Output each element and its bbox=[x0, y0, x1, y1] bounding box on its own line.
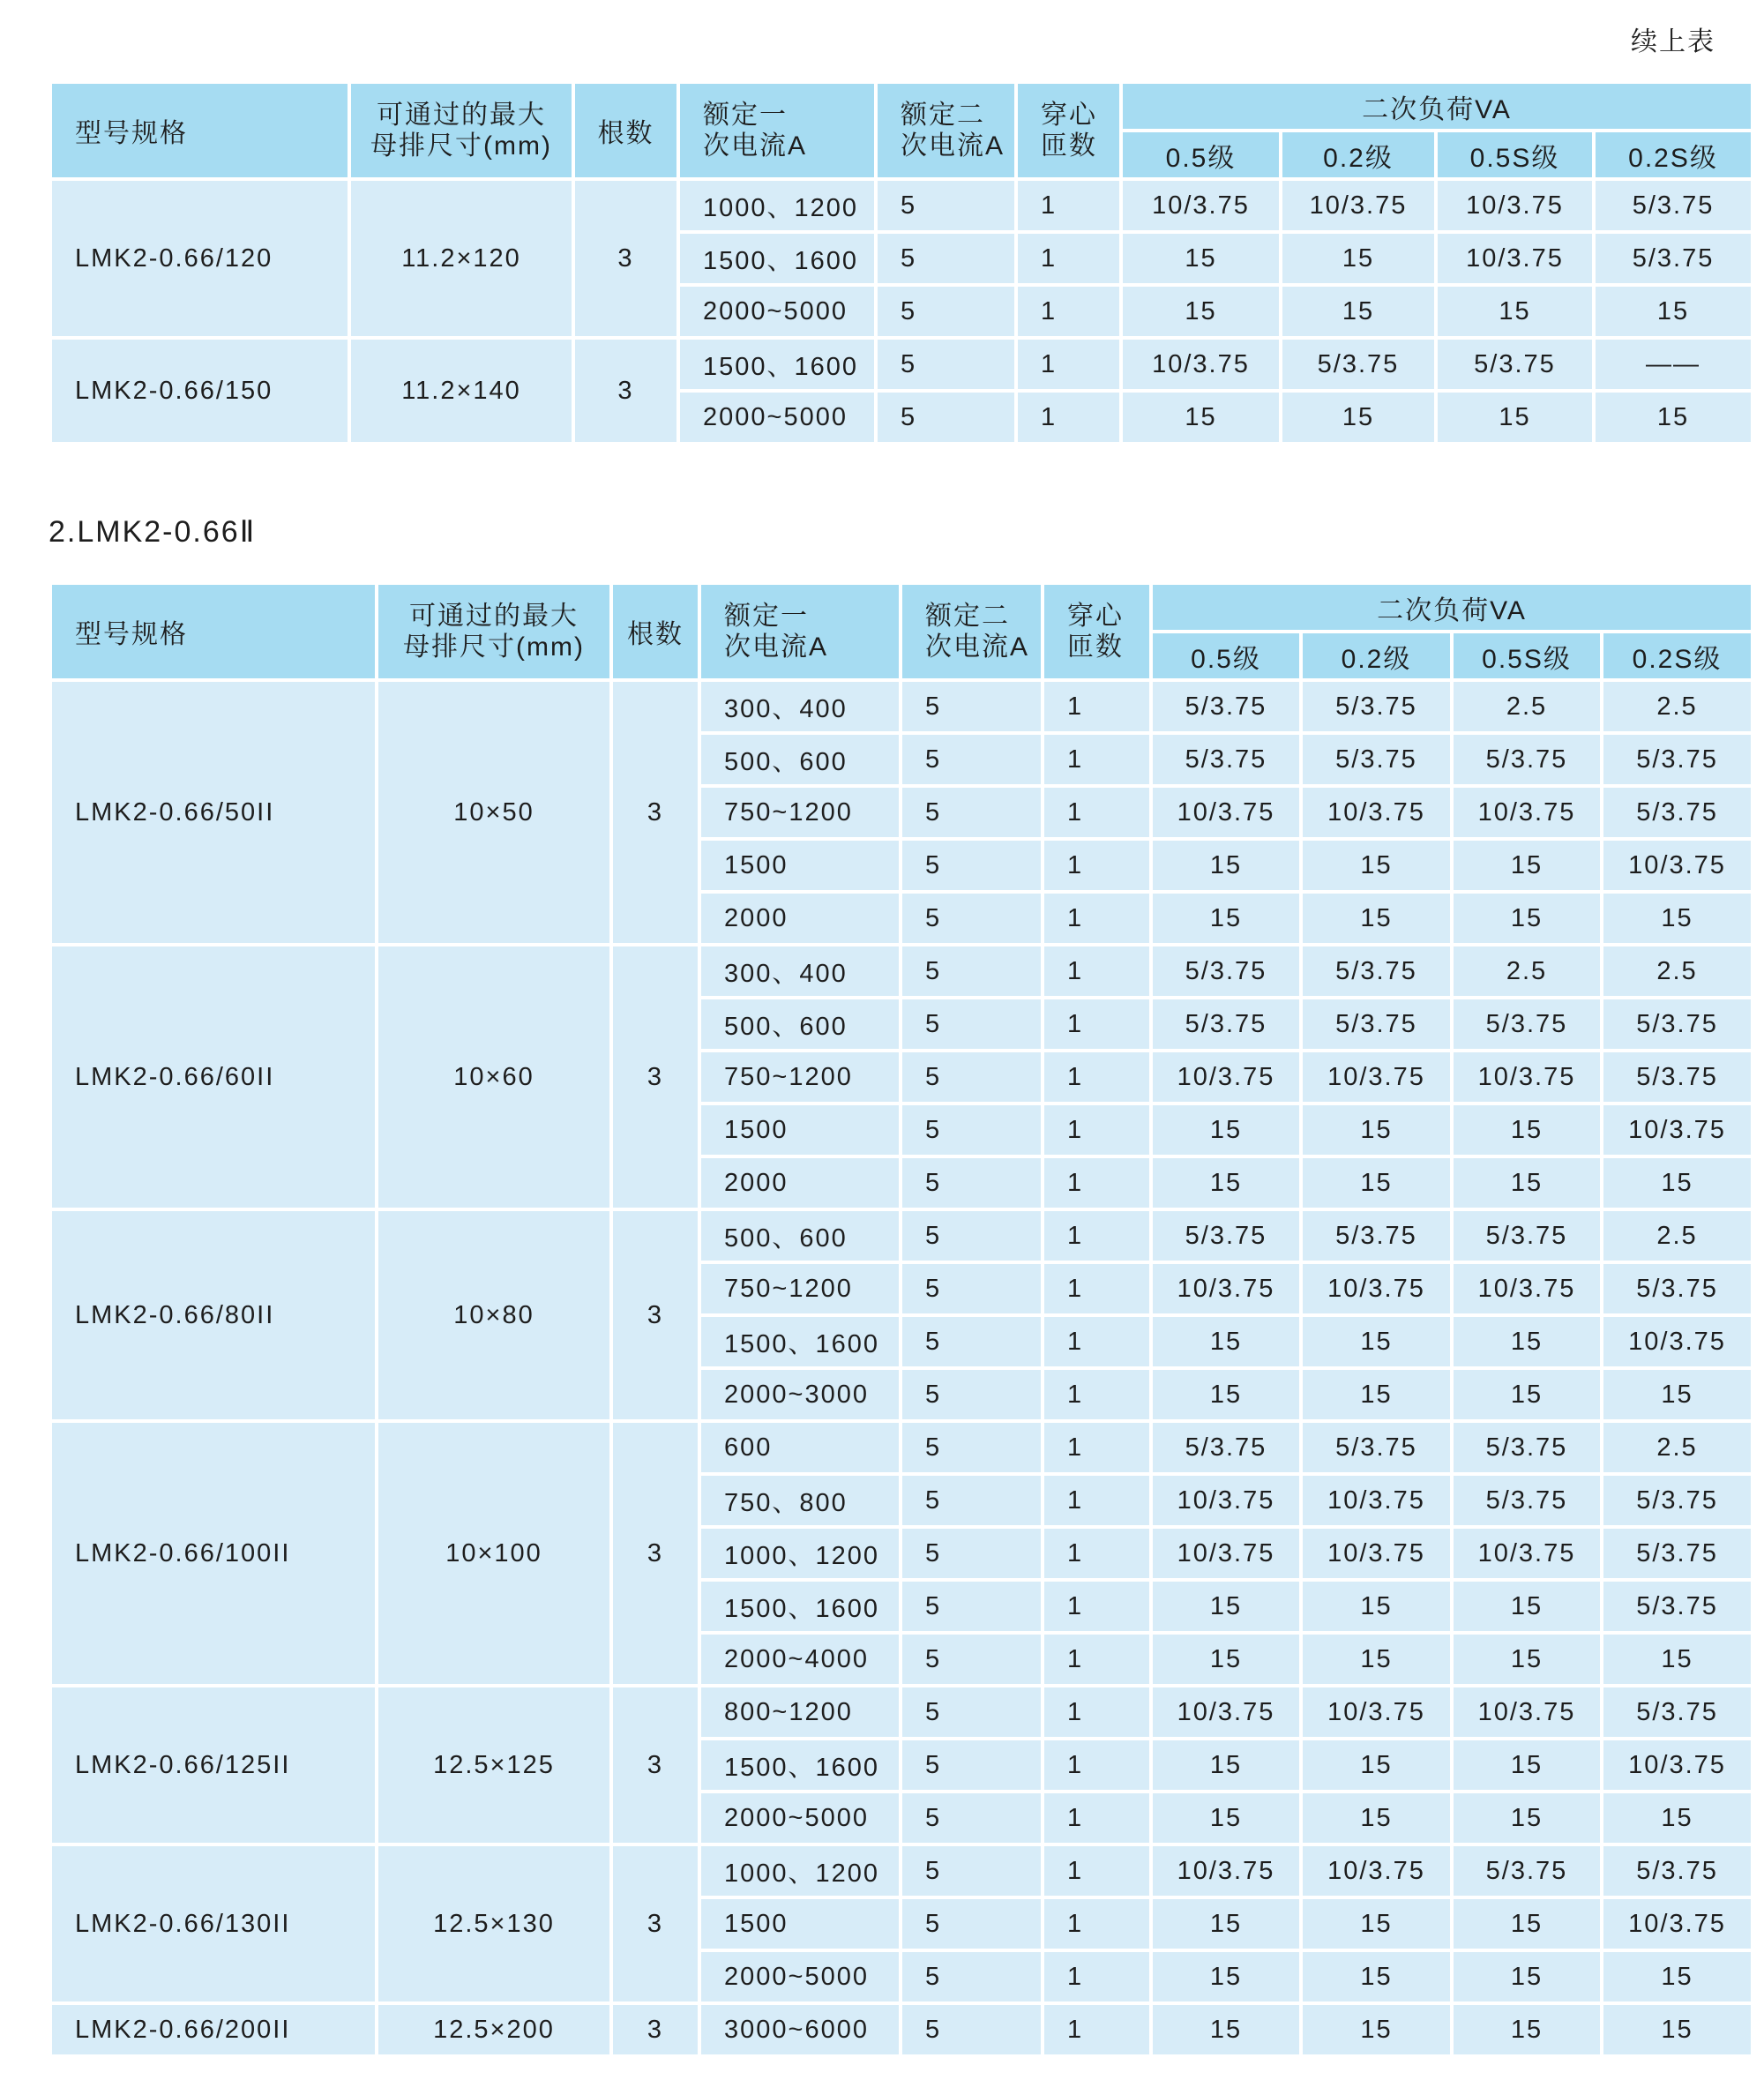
table-row bbox=[52, 1687, 1751, 1737]
load-cell: 10/3.75 bbox=[1454, 788, 1600, 837]
col-header-turns-line1: 穿心 bbox=[1067, 601, 1124, 631]
load-cell: 5/3.75 bbox=[1153, 999, 1299, 1049]
secondary-current-cell: 5 bbox=[902, 788, 1041, 837]
secondary-current-cell: 5 bbox=[878, 340, 1014, 389]
load-cell: 10/3.75 bbox=[1153, 1846, 1299, 1896]
col-header-model: 型号规格 bbox=[52, 585, 375, 678]
load-cell: 15 bbox=[1303, 1158, 1450, 1208]
turns-cell: 1 bbox=[1044, 1952, 1149, 2001]
primary-current-cell: 2000~5000 bbox=[680, 393, 874, 442]
load-cell: 10/3.75 bbox=[1153, 788, 1299, 837]
load-cell: 10/3.75 bbox=[1303, 1476, 1450, 1525]
turns-cell: 1 bbox=[1044, 1423, 1149, 1472]
bars-cell: 3 bbox=[613, 1846, 698, 2001]
busbar-cell: 11.2×120 bbox=[351, 181, 572, 336]
load-cell: 5/3.75 bbox=[1454, 1423, 1600, 1472]
load-cell: 15 bbox=[1454, 1370, 1600, 1419]
load-cell: 10/3.75 bbox=[1454, 1052, 1600, 1102]
turns-cell: 1 bbox=[1044, 1052, 1149, 1102]
col-header-primary-line2: 次电流A bbox=[724, 632, 829, 662]
secondary-current-cell: 5 bbox=[902, 735, 1041, 784]
load-cell: 10/3.75 bbox=[1153, 1052, 1299, 1102]
load-cell: 5/3.75 bbox=[1153, 946, 1299, 996]
load-cell: 2.5 bbox=[1603, 946, 1751, 996]
model-cell: LMK2-0.66/125II bbox=[52, 1687, 375, 1843]
primary-current-cell: 1500 bbox=[701, 1899, 899, 1949]
load-cell: 15 bbox=[1596, 287, 1751, 336]
primary-current-cell: 800~1200 bbox=[701, 1687, 899, 1737]
load-cell: 15 bbox=[1603, 1952, 1751, 2001]
load-cell: 15 bbox=[1303, 2005, 1450, 2054]
primary-current-cell: 1500 bbox=[701, 841, 899, 890]
load-cell: 15 bbox=[1454, 894, 1600, 943]
load-cell: 15 bbox=[1153, 1582, 1299, 1631]
load-cell: 15 bbox=[1303, 1952, 1450, 2001]
model-cell: LMK2-0.66/120 bbox=[52, 181, 348, 336]
model-cell: LMK2-0.66/60II bbox=[52, 946, 375, 1208]
primary-current-cell: 600 bbox=[701, 1423, 899, 1472]
turns-cell: 1 bbox=[1044, 946, 1149, 996]
turns-cell: 1 bbox=[1044, 841, 1149, 890]
secondary-current-cell: 5 bbox=[902, 1370, 1041, 1419]
load-cell: 15 bbox=[1603, 894, 1751, 943]
col-header-primary-current bbox=[680, 84, 874, 177]
load-cell: 10/3.75 bbox=[1303, 1264, 1450, 1313]
turns-cell: 1 bbox=[1044, 999, 1149, 1049]
turns-cell: 1 bbox=[1018, 340, 1119, 389]
primary-current-cell: 2000~4000 bbox=[701, 1635, 899, 1684]
load-cell: 15 bbox=[1282, 287, 1434, 336]
load-cell: 15 bbox=[1603, 2005, 1751, 2054]
col-header-model: 型号规格 bbox=[52, 84, 348, 177]
load-cell: 15 bbox=[1123, 393, 1279, 442]
continued-note: 续上表 bbox=[1631, 27, 1715, 56]
load-cell: 15 bbox=[1153, 1105, 1299, 1155]
turns-cell: 1 bbox=[1044, 1740, 1149, 1790]
load-cell: 10/3.75 bbox=[1153, 1687, 1299, 1737]
load-cell: 15 bbox=[1438, 287, 1592, 336]
col-header-class-02: 0.2级 bbox=[1282, 132, 1434, 177]
table-row bbox=[52, 1211, 1751, 1261]
load-cell: 10/3.75 bbox=[1303, 1846, 1450, 1896]
load-cell: 10/3.75 bbox=[1153, 1264, 1299, 1313]
load-cell: 15 bbox=[1454, 1635, 1600, 1684]
bars-cell: 3 bbox=[575, 181, 676, 336]
primary-current-cell: 750~1200 bbox=[701, 1264, 899, 1313]
table-row bbox=[52, 1423, 1751, 1472]
col-header-class-02s: 0.2S级 bbox=[1603, 633, 1751, 678]
secondary-current-cell: 5 bbox=[878, 287, 1014, 336]
primary-current-cell: 1500、1600 bbox=[680, 234, 874, 283]
busbar-cell: 10×50 bbox=[378, 682, 609, 943]
load-cell: 5/3.75 bbox=[1596, 181, 1751, 230]
bars-cell: 3 bbox=[613, 946, 698, 1208]
load-cell: 5/3.75 bbox=[1153, 1423, 1299, 1472]
load-cell: 15 bbox=[1303, 1635, 1450, 1684]
load-cell: 10/3.75 bbox=[1454, 1264, 1600, 1313]
secondary-current-cell: 5 bbox=[902, 894, 1041, 943]
load-cell: 15 bbox=[1454, 1952, 1600, 2001]
primary-current-cell: 500、600 bbox=[701, 999, 899, 1049]
col-header-class-02: 0.2级 bbox=[1303, 633, 1450, 678]
turns-cell: 1 bbox=[1044, 1793, 1149, 1843]
load-cell: 10/3.75 bbox=[1123, 181, 1279, 230]
load-cell: 10/3.75 bbox=[1603, 841, 1751, 890]
load-cell: 15 bbox=[1153, 1317, 1299, 1366]
load-cell: 5/3.75 bbox=[1153, 1211, 1299, 1261]
load-cell: 15 bbox=[1123, 234, 1279, 283]
load-cell: 15 bbox=[1454, 1899, 1600, 1949]
bars-cell: 3 bbox=[613, 1211, 698, 1419]
header-row bbox=[52, 84, 1751, 129]
col-header-busbar bbox=[351, 84, 572, 177]
load-cell: 5/3.75 bbox=[1603, 1052, 1751, 1102]
load-cell: 15 bbox=[1454, 841, 1600, 890]
col-header-bars: 根数 bbox=[613, 585, 698, 678]
secondary-current-cell: 5 bbox=[902, 946, 1041, 996]
col-header-class-02s: 0.2S级 bbox=[1596, 132, 1751, 177]
load-cell: 10/3.75 bbox=[1603, 1317, 1751, 1366]
col-header-burden: 二次负荷VA bbox=[1153, 585, 1751, 630]
col-header-secondary-line2: 次电流A bbox=[901, 131, 1005, 161]
load-cell: 15 bbox=[1603, 1635, 1751, 1684]
load-cell: 15 bbox=[1153, 1635, 1299, 1684]
turns-cell: 1 bbox=[1018, 234, 1119, 283]
model-cell: LMK2-0.66/100II bbox=[52, 1423, 375, 1684]
load-cell: 5/3.75 bbox=[1603, 1687, 1751, 1737]
load-cell: 5/3.75 bbox=[1603, 1476, 1751, 1525]
primary-current-cell: 300、400 bbox=[701, 682, 899, 731]
secondary-current-cell: 5 bbox=[902, 1211, 1041, 1261]
load-cell: 15 bbox=[1153, 894, 1299, 943]
load-cell: 15 bbox=[1303, 1105, 1450, 1155]
col-header-turns-line2: 匝数 bbox=[1067, 632, 1124, 662]
col-header-secondary-current bbox=[902, 585, 1041, 678]
load-cell: 15 bbox=[1303, 1582, 1450, 1631]
secondary-current-cell: 5 bbox=[902, 841, 1041, 890]
load-cell: 5/3.75 bbox=[1603, 1264, 1751, 1313]
col-header-busbar-line1: 可通过的最大 bbox=[377, 100, 546, 130]
col-header-turns-line1: 穿心 bbox=[1041, 100, 1097, 130]
load-cell: 15 bbox=[1454, 1105, 1600, 1155]
primary-current-cell: 1000、1200 bbox=[701, 1846, 899, 1896]
secondary-current-cell: 5 bbox=[902, 1582, 1041, 1631]
load-cell: 5/3.75 bbox=[1303, 682, 1450, 731]
col-header-busbar-line2: 母排尺寸(mm) bbox=[403, 632, 585, 662]
turns-cell: 1 bbox=[1044, 2005, 1149, 2054]
load-cell: 15 bbox=[1153, 1793, 1299, 1843]
load-cell: 15 bbox=[1153, 1899, 1299, 1949]
load-cell: 15 bbox=[1454, 1158, 1600, 1208]
load-cell: 10/3.75 bbox=[1153, 1476, 1299, 1525]
col-header-secondary-line2: 次电流A bbox=[925, 632, 1030, 662]
primary-current-cell: 1500、1600 bbox=[680, 340, 874, 389]
load-cell: 10/3.75 bbox=[1603, 1740, 1751, 1790]
load-cell: 10/3.75 bbox=[1303, 1052, 1450, 1102]
secondary-current-cell: 5 bbox=[902, 1529, 1041, 1578]
turns-cell: 1 bbox=[1044, 1899, 1149, 1949]
load-cell: 5/3.75 bbox=[1603, 1529, 1751, 1578]
turns-cell: 1 bbox=[1044, 1687, 1149, 1737]
section-title: 2.LMK2-0.66Ⅱ bbox=[49, 515, 257, 549]
turns-cell: 1 bbox=[1044, 1317, 1149, 1366]
col-header-bars: 根数 bbox=[575, 84, 676, 177]
secondary-current-cell: 5 bbox=[902, 1846, 1041, 1896]
load-cell: 15 bbox=[1303, 894, 1450, 943]
secondary-current-cell: 5 bbox=[902, 1158, 1041, 1208]
load-cell: 15 bbox=[1438, 393, 1592, 442]
load-cell: 15 bbox=[1123, 287, 1279, 336]
secondary-current-cell: 5 bbox=[902, 999, 1041, 1049]
load-cell: 5/3.75 bbox=[1438, 340, 1592, 389]
primary-current-cell: 2000 bbox=[701, 1158, 899, 1208]
load-cell: 10/3.75 bbox=[1153, 1529, 1299, 1578]
turns-cell: 1 bbox=[1018, 393, 1119, 442]
secondary-current-cell: 5 bbox=[902, 1687, 1041, 1737]
load-cell: 15 bbox=[1303, 1793, 1450, 1843]
primary-current-cell: 2000~5000 bbox=[701, 1952, 899, 2001]
model-cell: LMK2-0.66/150 bbox=[52, 340, 348, 442]
table-row bbox=[52, 682, 1751, 731]
load-cell: 15 bbox=[1303, 841, 1450, 890]
secondary-current-cell: 5 bbox=[902, 1899, 1041, 1949]
load-cell: 5/3.75 bbox=[1303, 946, 1450, 996]
turns-cell: 1 bbox=[1044, 1846, 1149, 1896]
secondary-current-cell: 5 bbox=[902, 1105, 1041, 1155]
load-cell: 15 bbox=[1153, 1952, 1299, 2001]
load-cell: 5/3.75 bbox=[1454, 1846, 1600, 1896]
primary-current-cell: 750~1200 bbox=[701, 788, 899, 837]
turns-cell: 1 bbox=[1044, 894, 1149, 943]
load-cell: 10/3.75 bbox=[1303, 1529, 1450, 1578]
load-cell: 5/3.75 bbox=[1603, 1582, 1751, 1631]
load-cell: 2.5 bbox=[1454, 682, 1600, 731]
col-header-primary-current bbox=[701, 585, 899, 678]
table-row bbox=[52, 946, 1751, 996]
primary-current-cell: 500、600 bbox=[701, 735, 899, 784]
load-cell: 5/3.75 bbox=[1454, 1476, 1600, 1525]
load-cell: 10/3.75 bbox=[1282, 181, 1434, 230]
load-cell: 5/3.75 bbox=[1603, 999, 1751, 1049]
primary-current-cell: 2000 bbox=[701, 894, 899, 943]
primary-current-cell: 1500、1600 bbox=[701, 1317, 899, 1366]
load-cell: 10/3.75 bbox=[1438, 181, 1592, 230]
load-cell: 15 bbox=[1153, 841, 1299, 890]
load-cell: 2.5 bbox=[1454, 946, 1600, 996]
col-header-class-05s: 0.5S级 bbox=[1438, 132, 1592, 177]
load-cell: 15 bbox=[1282, 234, 1434, 283]
primary-current-cell: 1000、1200 bbox=[680, 181, 874, 230]
header-row bbox=[52, 585, 1751, 630]
col-header-secondary-line1: 额定二 bbox=[901, 100, 985, 130]
load-cell: 15 bbox=[1596, 393, 1751, 442]
load-cell: —— bbox=[1596, 340, 1751, 389]
secondary-current-cell: 5 bbox=[878, 234, 1014, 283]
load-cell: 10/3.75 bbox=[1123, 340, 1279, 389]
secondary-current-cell: 5 bbox=[902, 1952, 1041, 2001]
bars-cell: 3 bbox=[613, 2005, 698, 2054]
load-cell: 2.5 bbox=[1603, 682, 1751, 731]
load-cell: 5/3.75 bbox=[1303, 999, 1450, 1049]
bars-cell: 3 bbox=[613, 682, 698, 943]
model-cell: LMK2-0.66/80II bbox=[52, 1211, 375, 1419]
col-header-class-05: 0.5级 bbox=[1123, 132, 1279, 177]
turns-cell: 1 bbox=[1044, 735, 1149, 784]
secondary-current-cell: 5 bbox=[902, 2005, 1041, 2054]
load-cell: 10/3.75 bbox=[1303, 1687, 1450, 1737]
turns-cell: 1 bbox=[1044, 788, 1149, 837]
primary-current-cell: 300、400 bbox=[701, 946, 899, 996]
load-cell: 5/3.75 bbox=[1454, 735, 1600, 784]
primary-current-cell: 1500 bbox=[701, 1105, 899, 1155]
primary-current-cell: 1500、1600 bbox=[701, 1582, 899, 1631]
secondary-current-cell: 5 bbox=[878, 181, 1014, 230]
load-cell: 10/3.75 bbox=[1603, 1105, 1751, 1155]
load-cell: 15 bbox=[1603, 1370, 1751, 1419]
load-cell: 10/3.75 bbox=[1603, 1899, 1751, 1949]
secondary-current-cell: 5 bbox=[902, 1635, 1041, 1684]
col-header-turns-line2: 匝数 bbox=[1041, 131, 1097, 161]
secondary-current-cell: 5 bbox=[902, 1317, 1041, 1366]
model-cell: LMK2-0.66/50II bbox=[52, 682, 375, 943]
load-cell: 5/3.75 bbox=[1603, 735, 1751, 784]
load-cell: 15 bbox=[1454, 1793, 1600, 1843]
load-cell: 10/3.75 bbox=[1454, 1529, 1600, 1578]
load-cell: 5/3.75 bbox=[1303, 735, 1450, 784]
load-cell: 5/3.75 bbox=[1153, 682, 1299, 731]
turns-cell: 1 bbox=[1018, 181, 1119, 230]
col-header-busbar-line1: 可通过的最大 bbox=[409, 601, 579, 631]
col-header-burden: 二次负荷VA bbox=[1123, 84, 1751, 129]
spec-table-lmk2-066-ii bbox=[49, 581, 1754, 2058]
bars-cell: 3 bbox=[575, 340, 676, 442]
col-header-primary-line1: 额定一 bbox=[703, 100, 788, 130]
load-cell: 5/3.75 bbox=[1153, 735, 1299, 784]
table-row bbox=[52, 340, 1751, 389]
load-cell: 10/3.75 bbox=[1454, 1687, 1600, 1737]
busbar-cell: 10×100 bbox=[378, 1423, 609, 1684]
secondary-current-cell: 5 bbox=[902, 1423, 1041, 1472]
table-row bbox=[52, 1846, 1751, 1896]
col-header-secondary-current bbox=[878, 84, 1014, 177]
model-cell: LMK2-0.66/200II bbox=[52, 2005, 375, 2054]
load-cell: 15 bbox=[1303, 1740, 1450, 1790]
col-header-turns bbox=[1044, 585, 1149, 678]
secondary-current-cell: 5 bbox=[902, 1476, 1041, 1525]
secondary-current-cell: 5 bbox=[902, 1740, 1041, 1790]
col-header-turns bbox=[1018, 84, 1119, 177]
primary-current-cell: 750、800 bbox=[701, 1476, 899, 1525]
busbar-cell: 10×80 bbox=[378, 1211, 609, 1419]
load-cell: 10/3.75 bbox=[1438, 234, 1592, 283]
turns-cell: 1 bbox=[1044, 1582, 1149, 1631]
turns-cell: 1 bbox=[1018, 287, 1119, 336]
table-row bbox=[52, 2005, 1751, 2054]
turns-cell: 1 bbox=[1044, 1105, 1149, 1155]
load-cell: 15 bbox=[1303, 1899, 1450, 1949]
primary-current-cell: 1000、1200 bbox=[701, 1529, 899, 1578]
turns-cell: 1 bbox=[1044, 1211, 1149, 1261]
turns-cell: 1 bbox=[1044, 1370, 1149, 1419]
model-cell: LMK2-0.66/130II bbox=[52, 1846, 375, 2001]
load-cell: 5/3.75 bbox=[1603, 788, 1751, 837]
bars-cell: 3 bbox=[613, 1423, 698, 1684]
load-cell: 15 bbox=[1303, 1370, 1450, 1419]
busbar-cell: 12.5×125 bbox=[378, 1687, 609, 1843]
col-header-class-05s: 0.5S级 bbox=[1454, 633, 1600, 678]
table-row bbox=[52, 181, 1751, 230]
primary-current-cell: 2000~5000 bbox=[701, 1793, 899, 1843]
turns-cell: 1 bbox=[1044, 682, 1149, 731]
primary-current-cell: 1500、1600 bbox=[701, 1740, 899, 1790]
secondary-current-cell: 5 bbox=[902, 1793, 1041, 1843]
turns-cell: 1 bbox=[1044, 1264, 1149, 1313]
secondary-current-cell: 5 bbox=[902, 1052, 1041, 1102]
load-cell: 2.5 bbox=[1603, 1211, 1751, 1261]
load-cell: 15 bbox=[1303, 1317, 1450, 1366]
turns-cell: 1 bbox=[1044, 1158, 1149, 1208]
primary-current-cell: 3000~6000 bbox=[701, 2005, 899, 2054]
col-header-secondary-line1: 额定二 bbox=[925, 601, 1010, 631]
bars-cell: 3 bbox=[613, 1687, 698, 1843]
load-cell: 15 bbox=[1153, 1370, 1299, 1419]
load-cell: 15 bbox=[1454, 1740, 1600, 1790]
load-cell: 10/3.75 bbox=[1303, 788, 1450, 837]
turns-cell: 1 bbox=[1044, 1529, 1149, 1578]
primary-current-cell: 750~1200 bbox=[701, 1052, 899, 1102]
busbar-cell: 11.2×140 bbox=[351, 340, 572, 442]
load-cell: 5/3.75 bbox=[1303, 1211, 1450, 1261]
col-header-class-05: 0.5级 bbox=[1153, 633, 1299, 678]
col-header-busbar-line2: 母排尺寸(mm) bbox=[370, 131, 552, 161]
load-cell: 15 bbox=[1282, 393, 1434, 442]
busbar-cell: 10×60 bbox=[378, 946, 609, 1208]
load-cell: 15 bbox=[1603, 1158, 1751, 1208]
load-cell: 5/3.75 bbox=[1303, 1423, 1450, 1472]
secondary-current-cell: 5 bbox=[902, 682, 1041, 731]
col-header-primary-line1: 额定一 bbox=[724, 601, 809, 631]
load-cell: 15 bbox=[1454, 1582, 1600, 1631]
primary-current-cell: 2000~5000 bbox=[680, 287, 874, 336]
load-cell: 15 bbox=[1603, 1793, 1751, 1843]
col-header-busbar bbox=[378, 585, 609, 678]
spec-table-continued bbox=[49, 80, 1754, 445]
busbar-cell: 12.5×200 bbox=[378, 2005, 609, 2054]
load-cell: 15 bbox=[1454, 2005, 1600, 2054]
load-cell: 5/3.75 bbox=[1596, 234, 1751, 283]
load-cell: 15 bbox=[1153, 1158, 1299, 1208]
primary-current-cell: 500、600 bbox=[701, 1211, 899, 1261]
primary-current-cell: 2000~3000 bbox=[701, 1370, 899, 1419]
load-cell: 2.5 bbox=[1603, 1423, 1751, 1472]
secondary-current-cell: 5 bbox=[878, 393, 1014, 442]
load-cell: 15 bbox=[1454, 1317, 1600, 1366]
load-cell: 5/3.75 bbox=[1603, 1846, 1751, 1896]
load-cell: 5/3.75 bbox=[1454, 1211, 1600, 1261]
load-cell: 5/3.75 bbox=[1454, 999, 1600, 1049]
load-cell: 15 bbox=[1153, 1740, 1299, 1790]
turns-cell: 1 bbox=[1044, 1635, 1149, 1684]
load-cell: 15 bbox=[1153, 2005, 1299, 2054]
secondary-current-cell: 5 bbox=[902, 1264, 1041, 1313]
load-cell: 5/3.75 bbox=[1282, 340, 1434, 389]
turns-cell: 1 bbox=[1044, 1476, 1149, 1525]
busbar-cell: 12.5×130 bbox=[378, 1846, 609, 2001]
col-header-primary-line2: 次电流A bbox=[703, 131, 808, 161]
